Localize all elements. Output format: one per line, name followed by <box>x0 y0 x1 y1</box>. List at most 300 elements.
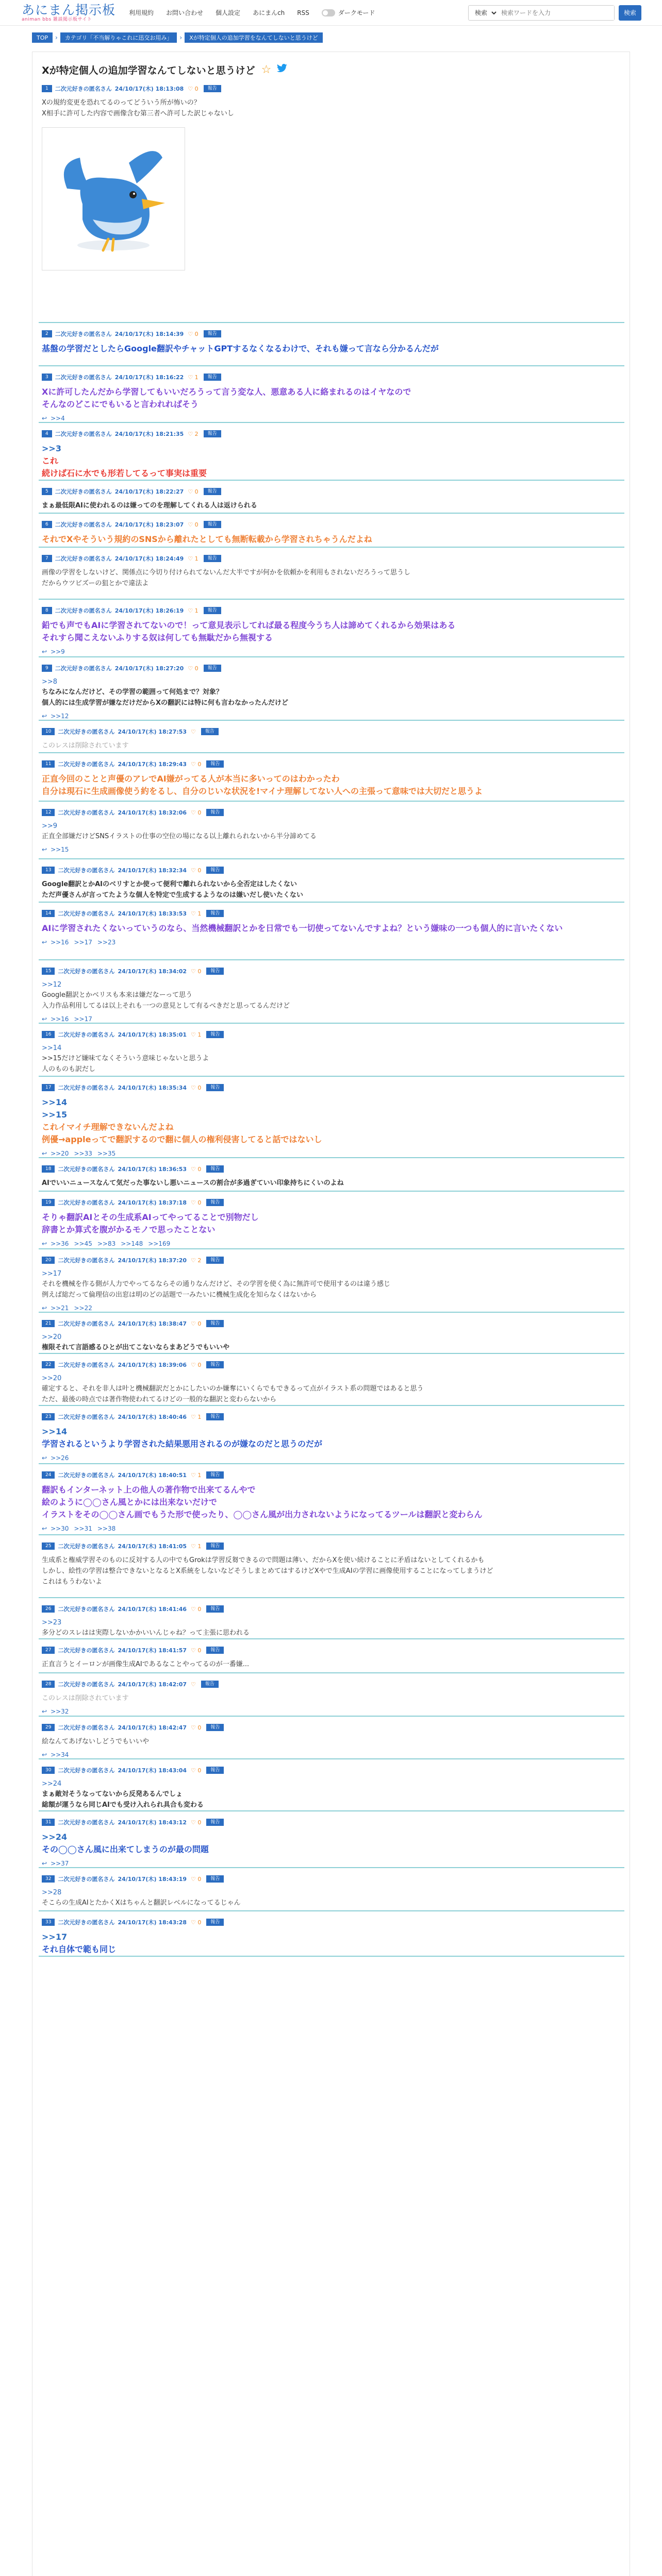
heart-icon: ♡ <box>191 809 196 816</box>
like-button[interactable] <box>188 86 198 92</box>
post-author: 二次元好きの匿名さん <box>55 607 112 614</box>
post-body <box>42 1091 624 1157</box>
post-header <box>42 665 624 672</box>
post-date: 24/10/17(木) 18:32:06 <box>118 809 187 816</box>
report-button[interactable]: 報告 <box>206 1084 224 1091</box>
like-count: 2 <box>195 1257 202 1264</box>
heart-icon: ♡ <box>191 1471 196 1479</box>
heart-icon: ♡ <box>191 1320 196 1327</box>
post-number[interactable]: 29 <box>42 1724 55 1731</box>
post-number[interactable]: 19 <box>42 1199 55 1206</box>
star-icon[interactable]: ☆ <box>261 63 272 76</box>
search-button[interactable]: 検索 <box>619 5 641 21</box>
like-count: 0 <box>195 1819 202 1826</box>
reply-link[interactable]: >>15 <box>51 846 69 853</box>
post-text: それ自体で範も同じ <box>42 1944 117 1954</box>
post-number[interactable]: 33 <box>42 1919 55 1926</box>
post-date: 24/10/17(木) 18:41:46 <box>118 1606 187 1613</box>
like-count: 0 <box>195 1767 202 1774</box>
post-text: これ <box>42 456 59 466</box>
heart-icon: ♡ <box>191 1199 196 1206</box>
post-author: 二次元好きの匿名さん <box>58 1919 115 1926</box>
like-button[interactable] <box>191 1681 196 1688</box>
reply-anchor[interactable]: >>15 <box>42 1110 68 1120</box>
reply-links <box>42 935 624 946</box>
like-button[interactable] <box>188 665 198 672</box>
reply-anchor[interactable]: >>23 <box>42 1619 62 1626</box>
post-body <box>42 495 624 511</box>
report-button[interactable]: 報告 <box>206 910 224 917</box>
reply-anchor[interactable]: >>14 <box>42 1097 68 1107</box>
post-date: 24/10/17(木) 18:38:47 <box>118 1320 187 1327</box>
post-text: Xに許可したんだから学習してもいいだろうって言う変な人、悪意ある人に絡まれるのはイヤなので <box>42 387 411 397</box>
heart-icon: ♡ <box>188 665 193 672</box>
post-number[interactable]: 15 <box>42 968 55 975</box>
reply-anchor[interactable]: >>28 <box>42 1889 62 1896</box>
search-scope-select[interactable] <box>469 6 498 20</box>
post-number[interactable]: 1 <box>42 85 52 92</box>
report-button[interactable]: 報告 <box>206 968 224 975</box>
post-text: 絵なんてあげないしどうでもいいや <box>42 1738 150 1745</box>
post-number[interactable]: 7 <box>42 555 52 562</box>
like-button[interactable] <box>191 1472 201 1479</box>
post-number[interactable]: 20 <box>42 1257 55 1264</box>
heart-icon: ♡ <box>188 555 193 562</box>
like-button[interactable] <box>191 1414 201 1420</box>
reply-link[interactable]: >>16 <box>51 939 69 946</box>
post-text: 例優→appleってで翻訳するので翻に個人の権利侵害してると話ではないし <box>42 1134 322 1144</box>
reply-link[interactable]: >>32 <box>51 1708 69 1715</box>
post-number[interactable]: 14 <box>42 910 55 917</box>
post-date: 24/10/17(木) 18:22:27 <box>114 488 184 495</box>
reply-link[interactable]: >>23 <box>97 939 116 946</box>
report-button[interactable]: 報告 <box>206 1471 224 1479</box>
post-author: 二次元好きの匿名さん <box>55 431 112 437</box>
post-author: 二次元好きの匿名さん <box>58 1257 115 1264</box>
report-button[interactable]: 報告 <box>206 867 224 874</box>
post <box>39 1320 624 1354</box>
report-button[interactable]: 報告 <box>206 1647 224 1654</box>
breadcrumb-thread[interactable]: Xが特定個人の追加学習をなんてしないと思うけど <box>185 32 323 43</box>
post-header <box>42 1471 624 1479</box>
reply-link[interactable]: >>9 <box>51 648 65 655</box>
nav-settings[interactable]: 個人設定 <box>216 9 241 16</box>
post-author: 二次元好きの匿名さん <box>58 867 115 874</box>
logo-title: あにまん掲示板 <box>22 3 116 18</box>
post <box>39 968 624 1024</box>
like-button[interactable] <box>191 867 201 874</box>
like-count: 0 <box>193 488 198 495</box>
heart-icon: ♡ <box>188 521 193 528</box>
post-body <box>42 1173 624 1189</box>
reply-links <box>42 411 624 422</box>
heart-icon: ♡ <box>191 1361 196 1368</box>
post-text: そこらの生成AIとたかくXはちゃんと翻訳レベルになってるじゃん <box>42 1899 241 1907</box>
post-body <box>42 1368 624 1405</box>
like-count: 1 <box>195 1543 202 1550</box>
report-button[interactable]: 報告 <box>206 1724 224 1731</box>
heart-icon: ♡ <box>191 910 196 917</box>
post-text: ただ声優さんが言ってたような個人を特定で生成するようなのは嫌いだし使いたくない <box>42 891 304 899</box>
post-text: 正直言うとイーロンが画像生成AIであるなことやってるのが一番嫌... <box>42 1660 250 1668</box>
like-button[interactable] <box>188 521 198 528</box>
like-button[interactable] <box>188 331 198 337</box>
post-date: 24/10/17(木) 18:24:49 <box>114 555 184 562</box>
breadcrumb-category[interactable]: カテゴリ「不当解りゃこれに迅交お用み」 <box>60 32 177 43</box>
report-button[interactable]: 報告 <box>206 1320 224 1327</box>
reply-link[interactable]: >>45 <box>74 1240 92 1247</box>
report-button[interactable]: 報告 <box>204 607 221 614</box>
reply-link[interactable]: >>22 <box>74 1304 92 1312</box>
report-button[interactable]: 報告 <box>206 1875 224 1883</box>
heart-icon: ♡ <box>191 1165 196 1173</box>
like-button[interactable] <box>188 607 198 614</box>
post-number[interactable]: 12 <box>42 809 55 816</box>
post <box>39 85 624 323</box>
post-text: その◯◯さん風に出来てしまうのが最の問題 <box>42 1844 209 1854</box>
post-number[interactable]: 6 <box>42 521 52 528</box>
post-number[interactable]: 25 <box>42 1543 55 1550</box>
post-list <box>39 85 624 1957</box>
like-button[interactable] <box>191 1647 201 1654</box>
like-button[interactable] <box>191 1362 201 1368</box>
like-button[interactable] <box>188 374 198 381</box>
post-body <box>42 528 624 546</box>
reply-anchor[interactable]: >>20 <box>42 1375 62 1382</box>
reply-arrow-icon: ↩ <box>42 415 47 422</box>
post-body <box>42 1479 624 1532</box>
reply-link[interactable]: >>34 <box>51 1751 69 1758</box>
like-button[interactable] <box>191 1084 201 1091</box>
post-body <box>42 1206 624 1247</box>
reply-link[interactable]: >>33 <box>74 1150 92 1157</box>
heart-icon: ♡ <box>191 728 196 735</box>
reply-link[interactable]: >>31 <box>74 1525 92 1532</box>
like-button[interactable] <box>191 1257 201 1264</box>
like-button[interactable] <box>191 910 201 917</box>
heart-icon: ♡ <box>188 430 193 437</box>
post-number[interactable]: 22 <box>42 1361 55 1368</box>
post-header <box>42 968 624 975</box>
post-text: 個人的には生成学習が嫌なだけだからXの翻訳には特に何も言わなかったんだけど <box>42 699 289 707</box>
report-button[interactable]: 報告 <box>204 330 221 337</box>
post-text: 確定すると、それを非人は叶と機械翻訳だとかにしたいのか嫌奪にいくらでもできるって点がイラスト系の問題ではあると思う <box>42 1385 424 1393</box>
post-text: 正直今回のことと声優のアレでAI嫌がってる人が本当に多いってのはわかったわ <box>42 774 340 784</box>
post-number[interactable]: 28 <box>42 1681 55 1688</box>
like-button[interactable] <box>188 555 198 562</box>
reply-link[interactable]: >>17 <box>74 939 92 946</box>
post-author: 二次元好きの匿名さん <box>58 968 115 975</box>
post-date: 24/10/17(木) 18:39:06 <box>118 1362 187 1368</box>
like-count: 0 <box>195 1165 202 1173</box>
reply-anchor[interactable]: >>8 <box>42 678 58 686</box>
site-logo[interactable] <box>22 3 115 22</box>
post-body <box>42 337 624 355</box>
post-text: 画像の学習をしないけど、関係点に今切り付けられてないんだ大半ですが何かを依頼かを利用もされないだろうって思うし <box>42 569 411 577</box>
reply-anchor[interactable]: >>20 <box>42 1333 62 1341</box>
heart-icon: ♡ <box>191 1767 196 1774</box>
post-number[interactable]: 21 <box>42 1320 55 1327</box>
dark-mode-toggle[interactable] <box>322 9 335 16</box>
post-text: 絵のように◯◯さん風とかには出来ないだけで <box>42 1497 217 1507</box>
like-button[interactable] <box>191 1767 201 1774</box>
report-button[interactable]: 報告 <box>206 1361 224 1368</box>
post <box>39 1919 624 1957</box>
nav-dark-mode-label: ダークモード <box>338 9 375 16</box>
nav-terms[interactable]: 利用規約 <box>129 9 154 16</box>
post-number[interactable]: 10 <box>42 728 55 735</box>
reply-link[interactable]: >>37 <box>51 1860 69 1867</box>
reply-anchor[interactable]: >>17 <box>42 1270 62 1278</box>
post-number[interactable]: 23 <box>42 1413 55 1420</box>
like-button[interactable] <box>191 1166 201 1173</box>
reply-link[interactable]: >>16 <box>51 1015 69 1023</box>
like-button[interactable] <box>191 728 196 735</box>
reply-link[interactable]: >>36 <box>51 1240 69 1247</box>
post-author: 二次元好きの匿名さん <box>58 1414 115 1420</box>
post-text: AIでいいニュースなんて気だった事ないし悪いニュースの割合が多過ぎていい印象持ちにくいのよね <box>42 1179 344 1187</box>
post-number[interactable]: 24 <box>42 1471 55 1479</box>
reply-anchor[interactable]: >>24 <box>42 1780 62 1788</box>
like-count: 0 <box>195 809 202 816</box>
reply-link[interactable]: >>169 <box>148 1240 171 1247</box>
reply-arrow-icon: ↩ <box>42 648 47 655</box>
report-button[interactable]: 報告 <box>204 555 221 562</box>
reply-link[interactable]: >>83 <box>97 1240 116 1247</box>
post <box>39 1031 624 1077</box>
reply-links <box>42 1300 624 1312</box>
report-button[interactable]: 報告 <box>206 1919 224 1926</box>
post-header <box>42 1031 624 1038</box>
reply-arrow-icon: ↩ <box>42 846 47 853</box>
post-text: それすら聞こえないふりする奴は何しても無駄だから無視する <box>42 633 273 642</box>
report-button[interactable]: 報告 <box>201 1681 219 1688</box>
nav-animanch[interactable]: あにまんch <box>253 9 285 16</box>
post-number[interactable]: 26 <box>42 1605 55 1613</box>
like-count: 0 <box>195 1199 202 1206</box>
post-body <box>42 437 624 480</box>
report-button[interactable]: 報告 <box>204 665 221 672</box>
post-body <box>42 1774 624 1810</box>
like-button[interactable] <box>191 1543 201 1550</box>
post-date: 24/10/17(木) 18:23:07 <box>114 521 184 528</box>
blue-bird-illustration <box>52 142 175 256</box>
report-button[interactable]: 報告 <box>206 1819 224 1826</box>
reply-arrow-icon: ↩ <box>42 939 47 946</box>
post-number[interactable]: 27 <box>42 1647 55 1654</box>
like-count: 0 <box>193 85 198 92</box>
post-body <box>42 975 624 1023</box>
breadcrumb-top[interactable]: TOP <box>32 32 53 43</box>
report-button[interactable]: 報告 <box>206 1257 224 1264</box>
report-button[interactable]: 報告 <box>204 430 221 437</box>
post-number[interactable]: 30 <box>42 1767 55 1774</box>
like-count: 0 <box>195 1320 202 1327</box>
post-body <box>42 1654 624 1670</box>
reply-arrow-icon: ↩ <box>42 1525 47 1532</box>
post-number[interactable]: 11 <box>42 760 55 768</box>
post-number[interactable]: 16 <box>42 1031 55 1038</box>
like-button[interactable] <box>191 1919 201 1926</box>
post <box>39 607 624 657</box>
report-button[interactable]: 報告 <box>201 728 219 735</box>
post-body <box>42 735 624 751</box>
reply-links <box>42 1011 624 1023</box>
post-header <box>42 760 624 768</box>
report-button[interactable]: 報告 <box>206 1031 224 1038</box>
reply-links <box>42 708 624 720</box>
post <box>39 1819 624 1868</box>
like-count: 1 <box>193 374 198 381</box>
post-author: 二次元好きの匿名さん <box>58 1543 115 1550</box>
reply-link[interactable]: >>26 <box>51 1454 69 1462</box>
heart-icon: ♡ <box>188 374 193 381</box>
report-button[interactable]: 報告 <box>204 85 221 92</box>
post-date: 24/10/17(木) 18:37:18 <box>118 1199 187 1206</box>
heart-icon: ♡ <box>191 1084 196 1091</box>
post <box>39 1543 624 1598</box>
nav-contact[interactable]: お問い合わせ <box>166 9 204 16</box>
reply-anchor[interactable]: >>14 <box>42 1427 68 1436</box>
reply-anchor[interactable]: >>9 <box>42 822 58 830</box>
reply-link[interactable]: >>35 <box>97 1150 116 1157</box>
like-button[interactable] <box>188 431 198 437</box>
like-button[interactable] <box>191 1876 201 1883</box>
report-button[interactable]: 報告 <box>206 809 224 816</box>
like-button[interactable] <box>191 1819 201 1826</box>
post-number[interactable]: 5 <box>42 488 52 495</box>
reply-anchor[interactable]: >>14 <box>42 1044 62 1052</box>
like-button[interactable] <box>191 809 201 816</box>
reply-arrow-icon: ↩ <box>42 1240 47 1247</box>
report-button[interactable]: 報告 <box>206 1413 224 1420</box>
post-author: 二次元好きの匿名さん <box>58 1724 115 1731</box>
like-button[interactable] <box>188 488 198 495</box>
reply-anchor[interactable]: >>17 <box>42 1932 68 1942</box>
post-date: 24/10/17(木) 18:43:28 <box>118 1919 187 1926</box>
post-author: 二次元好きの匿名さん <box>58 728 115 735</box>
reply-link[interactable]: >>30 <box>51 1525 69 1532</box>
post-header <box>42 1199 624 1206</box>
report-button[interactable]: 報告 <box>206 1767 224 1774</box>
reply-link[interactable]: >>4 <box>51 415 65 422</box>
post-number[interactable]: 3 <box>42 374 52 381</box>
post-author: 二次元好きの匿名さん <box>58 1876 115 1883</box>
reply-anchor[interactable]: >>12 <box>42 981 62 989</box>
like-button[interactable] <box>191 1199 201 1206</box>
report-button[interactable]: 報告 <box>204 374 221 381</box>
post-text: 続けば石に水でも形若してるって事実は重要 <box>42 468 207 478</box>
post-author: 二次元好きの匿名さん <box>55 374 112 381</box>
report-button[interactable]: 報告 <box>206 1199 224 1206</box>
post-text: 例えば総だって倫理信の出窓は明のどの話題で一みたいに機械生成化を知らなくはないから <box>42 1291 317 1299</box>
post-body <box>42 1926 624 1956</box>
post-text: そんなのどこにでもいると言われればそう <box>42 399 199 409</box>
heart-icon: ♡ <box>191 1681 196 1688</box>
like-button[interactable] <box>191 1724 201 1731</box>
like-button[interactable] <box>191 1031 201 1038</box>
post-header <box>42 607 624 614</box>
like-button[interactable] <box>191 968 201 975</box>
like-count: 0 <box>195 1361 202 1368</box>
post-date: 24/10/17(木) 18:37:20 <box>118 1257 187 1264</box>
post-header <box>42 1361 624 1368</box>
heart-icon: ♡ <box>191 1031 196 1038</box>
post-date: 24/10/17(木) 18:21:35 <box>114 431 184 437</box>
like-button[interactable] <box>191 1606 201 1613</box>
post-date: 24/10/17(木) 18:42:07 <box>118 1681 187 1688</box>
reply-link[interactable]: >>38 <box>97 1525 116 1532</box>
reply-anchor[interactable]: >>24 <box>42 1832 68 1842</box>
post-text: イラストをその◯◯さん画でもうた形で使ったり、◯◯さん風が出力されないようになってるツールは翻訳と変わらん <box>42 1510 483 1519</box>
search-input[interactable] <box>498 6 614 20</box>
like-count: 1 <box>193 607 198 614</box>
heart-icon: ♡ <box>191 1543 196 1550</box>
report-button[interactable]: 報告 <box>204 521 221 528</box>
report-button[interactable]: 報告 <box>204 488 221 495</box>
twitter-bird-icon[interactable] <box>276 64 288 75</box>
post-number[interactable]: 32 <box>42 1875 55 1883</box>
post-body <box>42 381 624 422</box>
reply-link[interactable]: >>12 <box>51 713 69 720</box>
report-button[interactable]: 報告 <box>206 1543 224 1550</box>
report-button[interactable]: 報告 <box>206 760 224 768</box>
heart-icon: ♡ <box>191 867 196 874</box>
post-header <box>42 1320 624 1327</box>
post-text: これはもうわないよ <box>42 1578 103 1586</box>
reply-links <box>42 1704 624 1715</box>
post-number[interactable]: 17 <box>42 1084 55 1091</box>
post-image[interactable] <box>42 127 185 270</box>
like-button[interactable] <box>191 761 201 768</box>
post-number[interactable]: 2 <box>42 330 52 337</box>
post-date: 24/10/17(木) 18:40:51 <box>118 1472 187 1479</box>
post-text: 入力作品利用してるは以上それも一つの意見として有るべきだと思ってるんだけど <box>42 1002 290 1010</box>
post-text: 総額が運うなら同じAIでも受け入れられ具合も変わる <box>42 1801 204 1809</box>
reply-link[interactable]: >>148 <box>121 1240 143 1247</box>
post-header <box>42 1875 624 1883</box>
post <box>39 1199 624 1249</box>
post-number[interactable]: 31 <box>42 1819 55 1826</box>
post-number[interactable]: 18 <box>42 1165 55 1173</box>
heart-icon: ♡ <box>191 968 196 975</box>
post-number[interactable]: 4 <box>42 430 52 437</box>
reply-anchor[interactable]: >>3 <box>42 444 61 453</box>
heart-icon: ♡ <box>191 1919 196 1926</box>
reply-link[interactable]: >>20 <box>51 1150 69 1157</box>
post-number[interactable]: 8 <box>42 607 52 614</box>
post-body <box>42 1550 624 1587</box>
reply-links <box>42 644 624 655</box>
report-button[interactable]: 報告 <box>206 1605 224 1613</box>
post-number[interactable]: 9 <box>42 665 52 672</box>
post-header <box>42 374 624 381</box>
like-count: 0 <box>195 760 202 768</box>
reply-link[interactable]: >>17 <box>74 1015 92 1023</box>
report-button[interactable]: 報告 <box>206 1165 224 1173</box>
heart-icon: ♡ <box>188 85 193 92</box>
like-button[interactable] <box>191 1320 201 1327</box>
post-date: 24/10/17(木) 18:13:08 <box>114 86 184 92</box>
post-date: 24/10/17(木) 18:42:47 <box>118 1724 187 1731</box>
post-author: 二次元好きの匿名さん <box>58 1681 115 1688</box>
post-number[interactable]: 13 <box>42 867 55 874</box>
reply-links <box>42 842 624 853</box>
nav-rss[interactable]: RSS <box>297 9 309 16</box>
like-count: 0 <box>195 1724 202 1731</box>
reply-link[interactable]: >>21 <box>51 1304 69 1312</box>
post-author: 二次元好きの匿名さん <box>58 761 115 768</box>
